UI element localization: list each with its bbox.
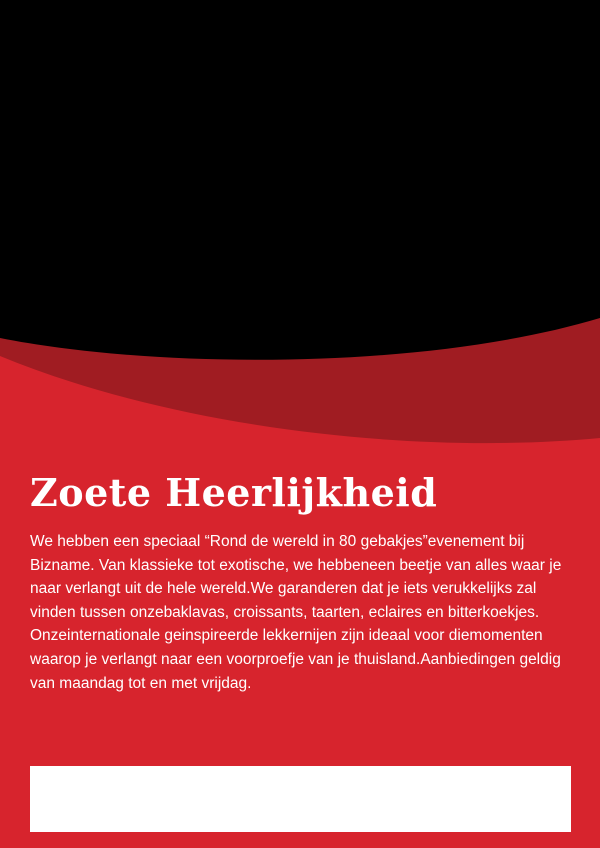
bottom-white-box bbox=[30, 766, 571, 832]
description-paragraph: We hebben een speciaal “Rond de wereld in 80 gebakjes”evenement bij Bizname. Van klassieke tot exotische, we hebbeneen beetje van alles waar je naar verlangt uit de hele wereld.We garanderen dat je iets verukkelijks zal vinden tussen onzebaklavas, croissants, taarten, eclaires en bitterkoekjes. Onzeinternationale geinspireerde lekkernijen zijn ideaal voor diemomenten waarop je verlangt naar een voorproefje van je thuisland.Aanbiedingen geldig van maandag tot en met vrijdag. bbox=[30, 533, 562, 692]
page-title: Zoete Heerlijkheid bbox=[30, 470, 438, 515]
